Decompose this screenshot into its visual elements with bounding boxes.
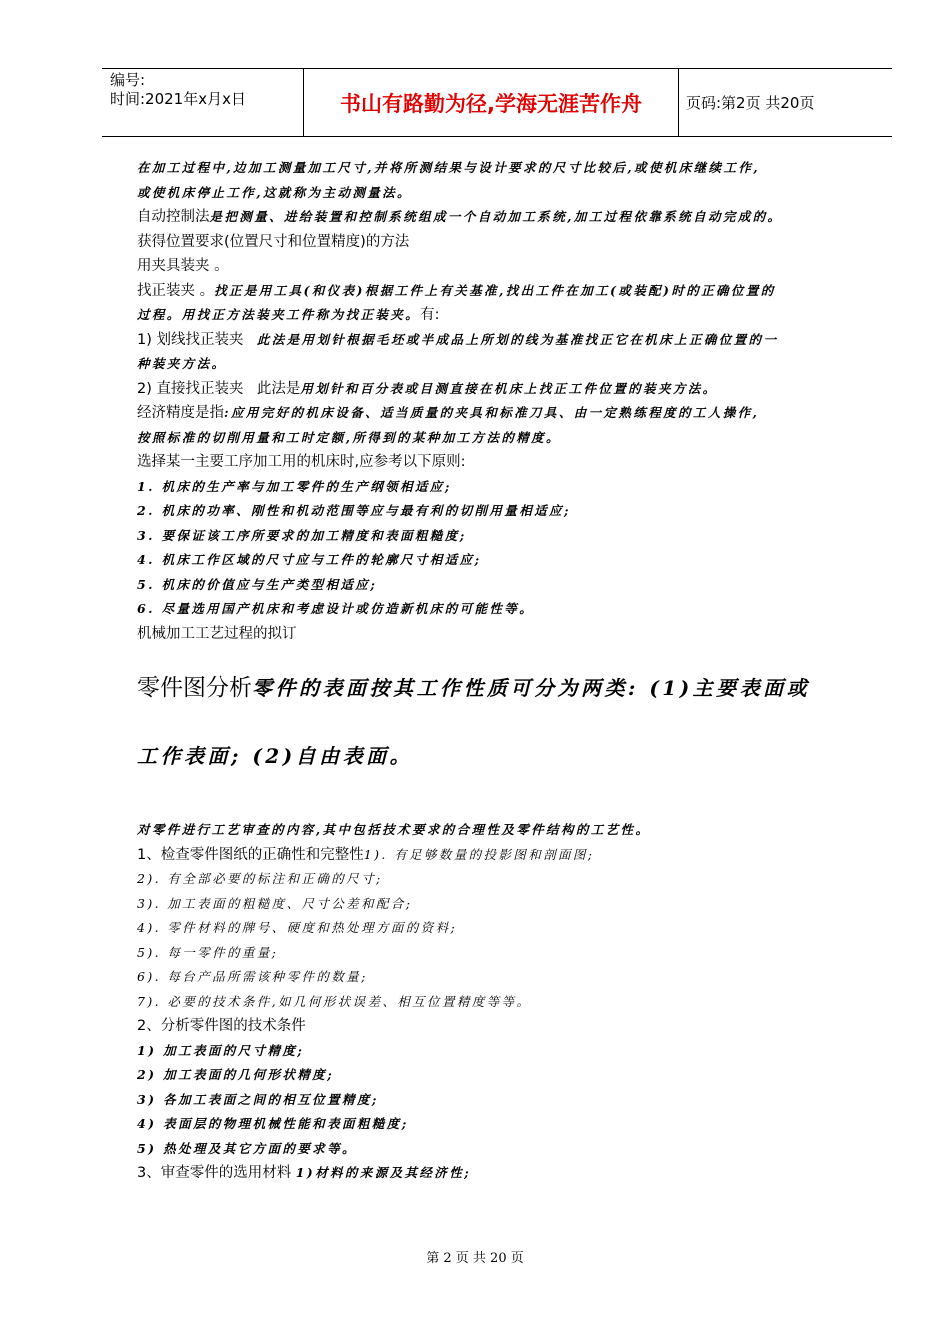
text-line bbox=[137, 328, 865, 353]
text-run: 找正装夹 。 bbox=[137, 282, 215, 299]
text-run: 有: bbox=[420, 307, 440, 323]
text-run: 1. 机床的生产率与加工零件的生产纲领相适应; bbox=[137, 478, 452, 494]
text-run: 在加工过程中,边加工测量加工尺寸,并将所测结果与设计要求的尺寸比较后,或使机床继续工作, bbox=[137, 160, 761, 175]
list-item bbox=[137, 1112, 865, 1137]
text-run: 用划针和百分表或目测直接在机床上找正工件位置的装夹方法。 bbox=[300, 380, 718, 396]
text-line bbox=[137, 254, 865, 279]
text-run: 用夹具装夹 。 bbox=[137, 258, 229, 274]
document-body bbox=[137, 156, 865, 1186]
list-item bbox=[137, 941, 865, 966]
text-line bbox=[137, 818, 865, 843]
text-run: 1、检查零件图纸的正确性和完整性 bbox=[137, 846, 364, 863]
text-run: 是把测量、进给装置和控制系统组成一个自动加工系统,加工过程依靠系统自动完成的。 bbox=[209, 209, 783, 224]
text-run: 找正是用工具(和仪表)根据工件上有关基准,找出工件在加工(或装配)时的正确位置的 bbox=[214, 282, 776, 298]
text-run: 4. 机床工作区域的尺寸应与工件的轮廓尺寸相适应; bbox=[137, 552, 482, 567]
text-line bbox=[137, 156, 865, 181]
header-left bbox=[110, 71, 246, 109]
text-run: 2) 直接找正装夹 bbox=[137, 380, 244, 397]
list-item bbox=[137, 892, 865, 917]
text-run: 5). 每一零件的重量; bbox=[137, 944, 279, 960]
text-run: 自动控制法 bbox=[137, 209, 210, 225]
text-run: 7). 必要的技术条件,如几何形状误差、相互位置精度等等。 bbox=[137, 993, 532, 1009]
text-line bbox=[137, 352, 865, 377]
list-item bbox=[137, 524, 865, 549]
time-label: 时间:2021年x月x日 bbox=[110, 90, 246, 108]
text-run: 5) 热处理及其它方面的要求等。 bbox=[137, 1140, 357, 1156]
number-label: 编号: bbox=[110, 71, 146, 89]
text-run: 种装夹方法。 bbox=[137, 356, 227, 371]
text-run: 1) 划线找正装夹 bbox=[137, 331, 244, 348]
big-heading-line bbox=[137, 741, 865, 771]
text-line bbox=[137, 181, 865, 206]
text-run: 1)材料的来源及其经济性; bbox=[295, 1165, 472, 1180]
text-run: 5. 机床的价值应与生产类型相适应; bbox=[137, 576, 378, 592]
text-run: 3. 要保证该工序所要求的加工精度和表面粗糙度; bbox=[137, 527, 467, 543]
list-item bbox=[137, 916, 865, 941]
text-line bbox=[137, 377, 865, 402]
text-line bbox=[137, 401, 865, 426]
text-run: 3) 各加工表面之间的相互位置精度; bbox=[137, 1091, 379, 1107]
text-run: :应用完好的机床设备、适当质量的夹具和标准刀具、由一定熟练程度的工人操作, bbox=[224, 405, 760, 420]
list-item bbox=[137, 1088, 865, 1113]
text-run: 按照标准的切削用量和工时定额,所得到的某种加工方法的精度。 bbox=[137, 429, 561, 445]
big-heading-line bbox=[137, 673, 865, 703]
text-line bbox=[137, 230, 865, 255]
text-run: 或使机床停止工作,这就称为主动测量法。 bbox=[137, 184, 412, 200]
text-run: 此法是 bbox=[256, 380, 301, 397]
text-line bbox=[137, 1161, 865, 1186]
text-line bbox=[137, 303, 865, 328]
list-item bbox=[137, 1063, 865, 1088]
text-run: 经济精度是指 bbox=[137, 405, 224, 421]
text-run: 零件图分析 bbox=[137, 675, 252, 701]
text-run: 4) 表面层的物理机械性能和表面粗糙度; bbox=[137, 1116, 409, 1131]
text-run: 1) 加工表面的尺寸精度; bbox=[137, 1042, 305, 1058]
list-item bbox=[137, 548, 865, 573]
page-footer: 第 2 页 共 20 页 bbox=[426, 1251, 524, 1266]
text-run: 2. 机床的功率、刚性和机动范围等应与最有利的切削用量相适应; bbox=[137, 503, 571, 518]
text-run: 1). 有足够数量的投影图和剖面图; bbox=[363, 846, 595, 862]
text-run: 6). 每台产品所需该种零件的数量; bbox=[137, 969, 368, 984]
header-divider bbox=[678, 69, 679, 136]
text-line bbox=[137, 426, 865, 451]
text-run: 机械加工工艺过程的拟订 bbox=[137, 625, 297, 642]
list-item bbox=[137, 1137, 865, 1162]
section-heading bbox=[137, 1014, 865, 1039]
text-run: 工作表面; (2)自由表面。 bbox=[137, 744, 414, 768]
text-run: 4). 零件材料的牌号、硬度和热处理方面的资料; bbox=[137, 920, 458, 935]
text-run: 选择某一主要工序加工用的机床时,应参考以下原则: bbox=[137, 454, 466, 470]
text-run: 此法是用划针根据毛坯或半成品上所划的线为基准找正它在机床上正确位置的一 bbox=[256, 331, 779, 347]
text-run: 6. 尽量选用国产机床和考虑设计或仿造新机床的可能性等。 bbox=[137, 601, 535, 616]
list-item bbox=[137, 573, 865, 598]
text-line bbox=[137, 279, 865, 304]
text-run: 3). 加工表面的粗糙度、尺寸公差和配合; bbox=[137, 895, 413, 911]
list-item bbox=[137, 867, 865, 892]
list-item bbox=[137, 499, 865, 524]
text-run: 对零件进行工艺审查的内容,其中包括技术要求的合理性及零件结构的工艺性。 bbox=[137, 822, 651, 837]
list-item bbox=[137, 990, 865, 1015]
list-item bbox=[137, 475, 865, 500]
text-run: 2) 加工表面的几何形状精度; bbox=[137, 1067, 335, 1082]
text-line bbox=[137, 843, 865, 868]
text-run: 过程。用找正方法装夹工件称为找正装夹。 bbox=[137, 307, 421, 322]
page-header bbox=[102, 68, 892, 137]
list-item bbox=[137, 965, 865, 990]
text-run: 3、审查零件的选用材料 bbox=[137, 1165, 292, 1181]
text-line bbox=[137, 205, 865, 230]
list-item bbox=[137, 597, 865, 622]
text-run: 2). 有全部必要的标注和正确的尺寸; bbox=[137, 871, 383, 886]
list-item bbox=[137, 1039, 865, 1064]
text-run: 获得位置要求(位置尺寸和位置精度)的方法 bbox=[137, 233, 410, 250]
text-run: 零件的表面按其工作性质可分为两类: (1)主要表面或 bbox=[252, 676, 811, 700]
header-motto: 书山有路勤为径,学海无涯苦作舟 bbox=[340, 92, 642, 116]
section-heading bbox=[137, 622, 865, 647]
text-line bbox=[137, 450, 865, 475]
header-page-number: 页码:第2页 共20页 bbox=[686, 94, 815, 112]
text-run: 2、分析零件图的技术条件 bbox=[137, 1018, 306, 1034]
